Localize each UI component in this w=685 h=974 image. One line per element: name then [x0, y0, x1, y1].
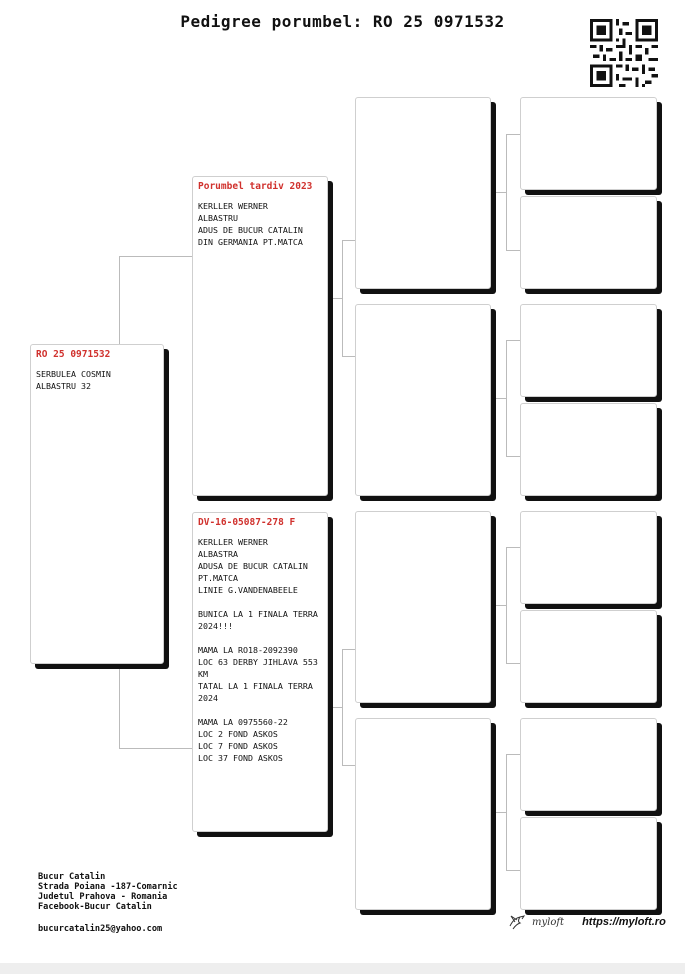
- connector-line: [506, 134, 507, 250]
- connector-line: [330, 298, 342, 299]
- connector-line: [119, 664, 120, 748]
- bottom-bar: [0, 963, 685, 974]
- pigeon-card-empty[interactable]: [520, 97, 657, 190]
- connector-line: [506, 547, 520, 548]
- connector-line: [342, 765, 355, 766]
- connector-line: [342, 649, 355, 650]
- pigeon-card-subject[interactable]: [30, 344, 164, 664]
- ring-number: DV-16-05087-278 F: [198, 517, 296, 528]
- connector-line: [493, 398, 506, 399]
- brand: [508, 914, 666, 930]
- connector-line: [493, 812, 506, 813]
- pigeon-card-empty[interactable]: [520, 610, 657, 703]
- pigeon-card-empty[interactable]: [520, 304, 657, 397]
- pigeon-info: KERLLER WERNER ALBASTRA ADUSA DE BUCUR CATALIN PT.MATCA LINIE G.VANDENABEELE BUNICA LA 1 FINALA TERRA 2024!!! MAMA LA RO18-2092390 LOC 63 DERBY JIHLAVA 553 KM TATAL LA 1 FINALA TERRA 2024 MAMA LA 0975560-22 LOC 2 FOND ASKOS LOC 7 FOND ASKOS LOC 37 FOND ASKOS: [198, 537, 318, 763]
- connector-line: [342, 356, 355, 357]
- brand-logo: myloft: [532, 916, 565, 928]
- connector-line: [119, 256, 120, 345]
- connector-line: [342, 240, 343, 356]
- owner-email[interactable]: bucurcatalin25@yahoo.com: [38, 924, 163, 934]
- pigeon-card-empty[interactable]: [520, 718, 657, 811]
- pigeon-card-empty[interactable]: [520, 196, 657, 289]
- connector-line: [493, 192, 506, 193]
- connector-line: [506, 340, 507, 456]
- pigeon-card-empty[interactable]: [355, 304, 491, 496]
- pigeon-card-dam[interactable]: [192, 512, 328, 832]
- connector-line: [330, 707, 342, 708]
- connector-line: [506, 250, 520, 251]
- connector-line: [342, 649, 343, 765]
- pigeon-card-empty[interactable]: [355, 718, 491, 910]
- pigeon-card-empty[interactable]: [520, 403, 657, 496]
- connector-line: [119, 748, 192, 749]
- connector-line: [506, 870, 520, 871]
- qr-code-icon: [590, 19, 658, 87]
- pigeon-card-empty[interactable]: [355, 511, 491, 703]
- pigeon-card-empty[interactable]: [520, 511, 657, 604]
- pigeon-card-sire[interactable]: [192, 176, 328, 496]
- pigeon-info: KERLLER WERNER ALBASTRU ADUS DE BUCUR CATALIN DIN GERMANIA PT.MATCA: [198, 201, 303, 247]
- pigeon-info: SERBULEA COSMIN ALBASTRU 32: [36, 369, 111, 391]
- page-title: Pedigree porumbel: RO 25 0971532: [180, 12, 505, 31]
- connector-line: [493, 605, 506, 606]
- connector-line: [506, 547, 507, 663]
- connector-line: [506, 663, 520, 664]
- ring-number: RO 25 0971532: [36, 349, 111, 360]
- pigeon-card-empty[interactable]: [520, 817, 657, 910]
- connector-line: [506, 134, 520, 135]
- connector-line: [506, 456, 520, 457]
- connector-line: [506, 754, 520, 755]
- pigeon-card-empty[interactable]: [355, 97, 491, 289]
- owner-address: Bucur Catalin Strada Poiana -187-Comarnic Judetul Prahova - Romania Facebook-Bucur Catalin: [38, 872, 178, 912]
- connector-line: [119, 256, 192, 257]
- ring-number: Porumbel tardiv 2023: [198, 181, 313, 192]
- connector-line: [506, 340, 520, 341]
- pigeon-logo-icon: [508, 914, 526, 930]
- connector-line: [506, 754, 507, 870]
- brand-url-link[interactable]: https://myloft.ro: [582, 916, 666, 928]
- connector-line: [342, 240, 355, 241]
